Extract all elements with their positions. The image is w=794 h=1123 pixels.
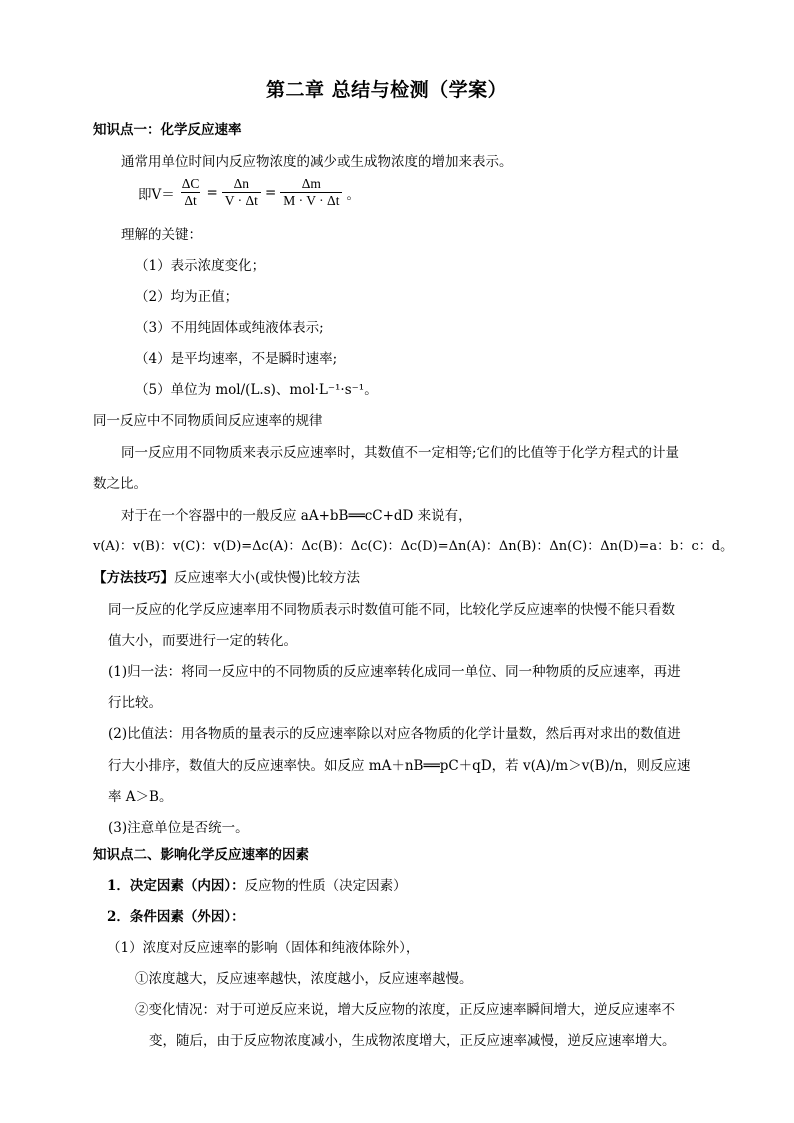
method-p4: (3)注意单位是否统一。 bbox=[108, 820, 249, 836]
concentration-point-2-a: ②变化情况：对于可逆反应来说，增大反应物的浓度，正反应速率瞬间增大，逆反应速率不 bbox=[135, 1002, 675, 1018]
general-reaction: 对于在一个容器中的一般反应 aA+bB══cC+dD 来说有， bbox=[121, 508, 472, 524]
key-point-3: （3）不用纯固体或纯液体表示; bbox=[135, 320, 324, 336]
fraction-3-denominator: M · V · Δt bbox=[280, 192, 342, 209]
fraction-1 bbox=[179, 176, 203, 209]
rule-heading: 同一反应中不同物质间反应速率的规律 bbox=[93, 413, 323, 429]
fraction-2 bbox=[222, 176, 261, 209]
key-point-1: （1）表示浓度变化； bbox=[135, 258, 266, 274]
rule-text-2: 数之比。 bbox=[93, 476, 147, 492]
section1-intro: 通常用单位时间内反应物浓度的减少或生成物浓度的增加来表示。 bbox=[121, 154, 513, 170]
method-heading-bracket: 【方法技巧】 bbox=[93, 570, 174, 586]
rule-text-1: 同一反应用不同物质来表示反应速率时，其数值不一定相等;它们的比值等于化学方程式的计量 bbox=[121, 445, 680, 461]
formula-prefix: 即V＝ bbox=[138, 186, 175, 203]
method-p3-a: (2)比值法：用各物质的量表示的反应速率除以对应各物质的化学计量数，然后再对求出的数值进 bbox=[108, 726, 681, 742]
fraction-1-numerator: ΔC bbox=[181, 176, 200, 191]
factor-2-label: 2．条件因素（外因）： bbox=[107, 909, 245, 925]
key-point-5: （5）单位为 mol/(L.s)、mol·L⁻¹·s⁻¹。 bbox=[135, 382, 378, 398]
method-heading-text: 反应速率大小(或快慢)比较方法 bbox=[174, 570, 361, 586]
method-p3-b: 行大小排序，数值大的反应速率快。如反应 mA＋nB══pC＋qD，若 v(A)/m＞v(B)/n，则反应速 bbox=[108, 758, 691, 774]
concentration-point-1: ①浓度越大，反应速率越快，浓度越小，反应速率越慢。 bbox=[135, 971, 473, 987]
fraction-2-numerator: Δn bbox=[233, 176, 250, 191]
key-label: 理解的关键： bbox=[121, 227, 202, 243]
method-p1-b: 值大小，而要进行一定的转化。 bbox=[108, 633, 297, 649]
method-p2-a: (1)归一法：将同一反应中的不同物质的反应速率转化成同一单位、同一种物质的反应速率，再进 bbox=[108, 664, 681, 680]
fraction-3-numerator: Δm bbox=[301, 176, 321, 191]
key-point-2: （2）均为正值； bbox=[135, 289, 239, 305]
formula-suffix: 。 bbox=[346, 186, 360, 203]
factor-1-text: 反应物的性质（决定因素） bbox=[244, 878, 407, 894]
key-point-4: （4）是平均速率，不是瞬时速率; bbox=[135, 351, 338, 367]
method-heading bbox=[93, 568, 360, 588]
fraction-1-denominator: Δt bbox=[181, 192, 199, 209]
ratio-line: v(A)：v(B)：v(C)：v(D)=Δc(A)：Δc(B)：Δc(C)：Δc(D)=Δn(A)：Δn(B)：Δn(C)：Δn(D)=a：b：c：d。 bbox=[93, 539, 734, 554]
fraction-2-denominator: V · Δt bbox=[222, 192, 261, 209]
fraction-3 bbox=[280, 176, 342, 209]
concentration-effect: （1）浓度对反应速率的影响（固体和纯液体除外）， bbox=[107, 940, 420, 956]
method-p3-c: 率 A＞B。 bbox=[108, 789, 173, 805]
method-p2-b: 行比较。 bbox=[108, 695, 162, 711]
factor-1-label: 1．决定因素（内因）： bbox=[107, 878, 245, 894]
section2-heading: 知识点二、影响化学反应速率的因素 bbox=[93, 847, 309, 863]
method-p1-a: 同一反应的化学反应速率用不同物质表示时数值可能不同，比较化学反应速率的快慢不能只看数 bbox=[108, 602, 675, 618]
page-title: 第二章 总结与检测（学案） bbox=[266, 79, 508, 101]
rate-formula: 即V＝ $\frac{\Delta C}{\Delta t}$ = $\frac{\Delta n}{V \cdot \Delta t}$ = $\frac{\Delta m}{M \cdot V \cdot \Delta t}$ 。 bbox=[138, 176, 360, 208]
concentration-point-2-b: 变，随后，由于反应物浓度减小，生成物浓度增大，正反应速率减慢，逆反应速率增大。 bbox=[149, 1033, 676, 1049]
factor-1 bbox=[107, 876, 407, 896]
section1-heading: 知识点一：化学反应速率 bbox=[93, 122, 242, 138]
